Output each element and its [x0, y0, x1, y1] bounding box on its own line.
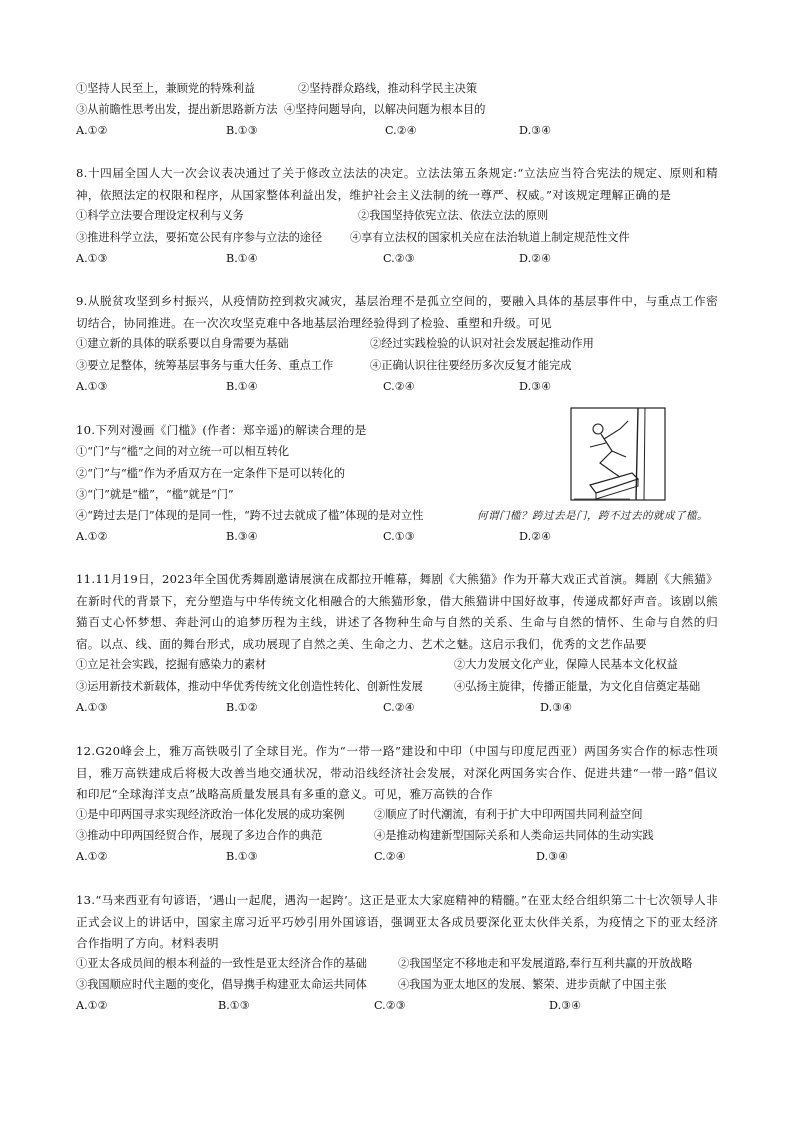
q13-option-2: ②我国坚定不移地走和平发展道路,奉行互利共赢的开放战略 — [398, 957, 693, 970]
q9-stem: 9.从脱贫攻坚到乡村振兴，从疫情防控到救灾减灾，基层治理不是孤立空间的，要融入具体的基层事件中，与重点工作密切结合，协同推进。在一次次攻坚克难中各地基层治理经验得到了检验、重塑和升级。可见 — [76, 294, 718, 330]
q10-option-1: ①“门”与“槛”之间的对立统一可以相互转化 — [76, 445, 290, 458]
q11-option-4: ④弘扬主旋律，传播正能量，为文化自信奠定基础 — [454, 680, 701, 693]
q10-answer-a: A.①② — [76, 530, 108, 543]
q11-answer-a: A.①③ — [76, 701, 108, 714]
q11-answer-c: C.②④ — [383, 701, 415, 714]
q9-answer-c: C.②④ — [383, 380, 415, 393]
q11-answer-b: B.①② — [226, 701, 258, 714]
q12-option-3: ③推动中印两国经贸合作，展现了多边合作的典范 — [76, 829, 323, 842]
q8-answer-c: C.②③ — [383, 252, 415, 265]
q7-answer-b: B.①③ — [226, 124, 258, 137]
q8-option-1: ①科学立法要合理设定权利与义务 — [76, 209, 244, 222]
cartoon-caption: 何谓门槛？跨过去是门，跨不过去的就成了槛。 — [477, 510, 708, 522]
q13-option-1: ①亚太各成员间的根本利益的一致性是亚太经济合作的基础 — [76, 957, 367, 970]
q13-answer-c: C.②③ — [374, 999, 406, 1012]
threshold-cartoon-image — [570, 407, 666, 505]
q11-stem: 11.11月19日，2023年全国优秀舞剧邀请展演在成都拉开帷幕，舞剧《大熊猫》作为开幕大戏正式首演。舞剧《大熊猫》在新时代的背景下，充分塑造与中华传统文化相融合的大熊猫形象，借大熊猫讲中国好故事，传递成都好声音。该剧以熊猫百丈心怀梦想、奔赴河山的追梦历程为主线，讲述了各物种生命与自然的关系、生命与自然的情怀、生命与自然的归宿。以点、线、面的舞台形式，成功展现了自然之美、生命之力、艺术之魅。这启示我们，优秀的文艺作品要 — [76, 572, 718, 651]
q13-answer-d: D.③④ — [549, 999, 582, 1012]
q12-option-4: ④是推动构建新型国际关系和人类命运共同体的生动实践 — [374, 829, 654, 842]
q7-answer-d: D.③④ — [519, 124, 552, 137]
q7-option-4: ④坚持问题导向，以解决问题为根本目的 — [284, 103, 486, 116]
q9-option-1: ①建立新的具体的联系要以自身需要为基础 — [76, 337, 289, 350]
q13-option-4: ④我国为亚太地区的发展、繁荣、进步贡献了中国主张 — [398, 978, 667, 991]
q11-option-2: ②大力发展文化产业，保障人民基本文化权益 — [454, 658, 678, 671]
q13-stem: 13.“马来西亚有句谚语，‘遇山一起爬，遇沟一起跨’。这正是亚太大家庭精神的精髓。”在亚太经合组织第二十七次领导人非正式会议上的讲话中，国家主席习近平巧妙引用外国谚语，强调亚太各成员要深化亚太伙伴关系，为疫情之下的亚太经济合作指明了方向。材料表明 — [76, 893, 718, 950]
q8-option-2: ②我国坚持依宪立法、依法立法的原则 — [358, 209, 549, 222]
q10-stem: 10.下列对漫画《门槛》(作者：郑辛遥)的解读合理的是 — [76, 423, 367, 437]
q12-answer-a: A.①② — [76, 850, 108, 863]
q11-option-3: ③运用新技术新载体，推动中华优秀传统文化创造性转化、创新性发展 — [76, 680, 423, 693]
q7-option-1: ①坚持人民至上，兼顾党的特殊利益 — [76, 82, 256, 95]
q8-stem: 8.十四届全国人大一次会议表决通过了关于修改立法法的决定。立法法第五条规定:“立法应当符合宪法的规定、原则和精神，依照法定的权限和程序，从国家整体利益出发，维护社会主义法制的统一尊严、权威。”对该规定理解正确的是 — [76, 166, 718, 202]
q11-option-1: ①立足社会实践，挖掘有感染力的素材 — [76, 658, 267, 671]
q7-option-2: ②坚持群众路线，推动科学民主决策 — [298, 82, 478, 95]
q10-answer-d: D.②④ — [519, 530, 552, 543]
q7-option-3: ③从前瞻性思考出发，提出新思路新方法 — [76, 103, 278, 116]
q9-answer-a: A.①③ — [76, 380, 108, 393]
q7-answer-a: A.①② — [76, 124, 108, 137]
q7-answer-c: C.②④ — [385, 124, 417, 137]
q10-answer-b: B.③④ — [226, 530, 258, 543]
q11-answer-d: D.③④ — [540, 701, 573, 714]
q8-answer-a: A.①③ — [76, 252, 108, 265]
q10-option-4: ④“跨过去是门”体现的是同一性，“跨不过去就成了槛”体现的是对立性 — [76, 509, 424, 522]
q12-answer-d: D.③④ — [536, 850, 569, 863]
q12-stem: 12.G20峰会上，雅万高铁吸引了全球目光。作为“一带一路”建设和中印（中国与印度尼西亚）两国务实合作的标志性项目，雅万高铁建成后将极大改善当地交通状况，带动沿线经济社会发展，对深化两国务实合作、促进共建“一带一路”倡议和印尼“全球海洋支点”战略高质量发展具有多重的意义。可见，雅万高铁的合作 — [76, 744, 718, 801]
q9-option-3: ③要立足整体，统筹基层事务与重大任务、重点工作 — [76, 359, 334, 372]
q8-answer-d: D.②④ — [519, 252, 552, 265]
q8-option-3: ③推进科学立法，要拓宽公民有序参与立法的途径 — [76, 231, 323, 244]
q10-option-3: ③“门”就是“槛”，“槛”就是“门” — [76, 488, 234, 501]
q12-answer-c: C.②④ — [374, 850, 406, 863]
q12-option-1: ①是中印两国寻求实现经济政治一体化发展的成功案例 — [76, 808, 345, 821]
q13-option-3: ③我国顺应时代主题的变化，倡导携手构建亚太命运共同体 — [76, 978, 367, 991]
q13-answer-b: B.①③ — [218, 999, 250, 1012]
q9-answer-b: B.①④ — [226, 380, 258, 393]
q8-answer-b: B.①④ — [226, 252, 258, 265]
q12-option-2: ②顺应了时代潮流，有利于扩大中印两国共同利益空间 — [374, 808, 643, 821]
q9-option-4: ④正确认识往往要经历多次反复才能完成 — [370, 359, 572, 372]
q9-answer-d: D.③④ — [519, 380, 552, 393]
q9-option-2: ②经过实践检验的认识对社会发展起推动作用 — [370, 337, 594, 350]
q12-answer-b: B.①③ — [226, 850, 258, 863]
q8-option-4: ④享有立法权的国家机关应在法治轨道上制定规范性文件 — [350, 231, 630, 244]
q10-answer-c: C.①③ — [383, 530, 415, 543]
q13-answer-a: A.①② — [76, 999, 108, 1012]
q10-option-2: ②“门”与“槛”作为矛盾双方在一定条件下是可以转化的 — [76, 467, 346, 480]
